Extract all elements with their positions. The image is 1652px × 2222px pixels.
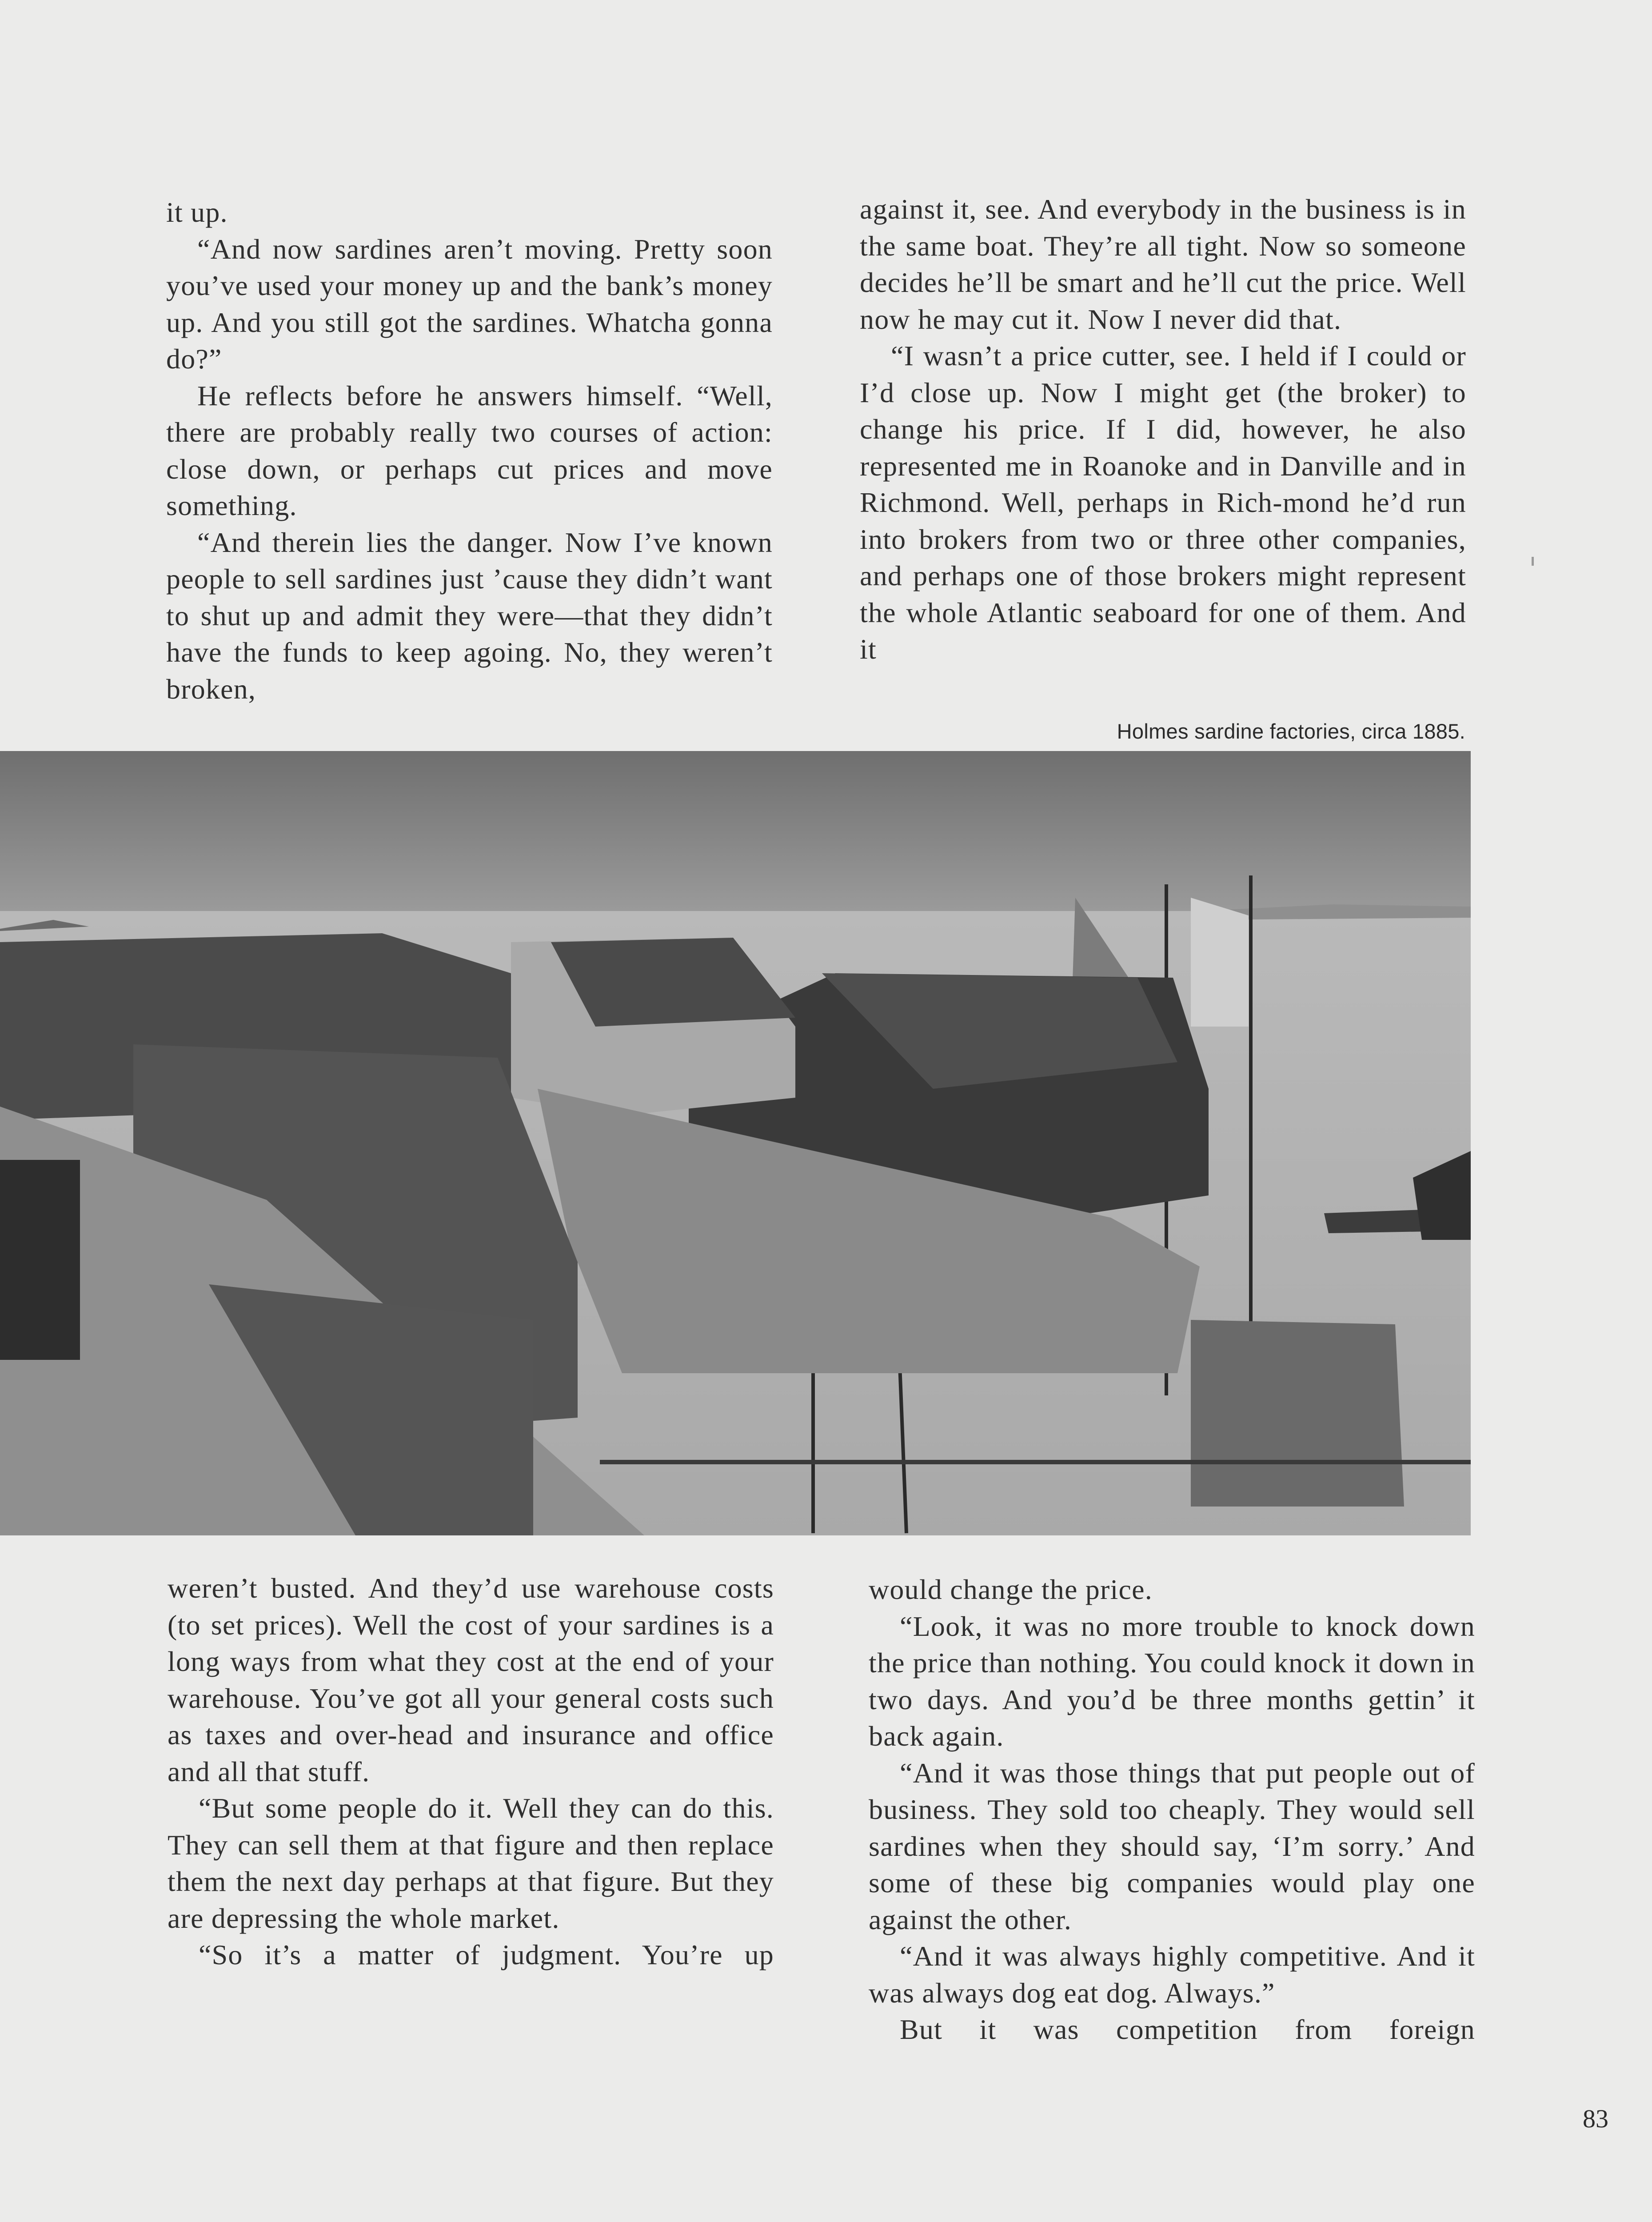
photo-sardine-factories xyxy=(0,751,1471,1535)
paragraph: weren’t busted. And they’d use warehouse costs (to set prices). Well the cost of your sardines is a long ways from what they cost at the end of your warehouse. You’ve got all your general costs such as taxes and over-head and insurance and office and all that stuff. xyxy=(168,1572,774,1787)
brick-chimney xyxy=(0,1160,80,1360)
sail-right xyxy=(1191,898,1249,1027)
paragraph: “But some people do it. Well they can do this. They can sell them at that figure and then replace them the next day perhaps at that figure. But they are depressing the whole market. xyxy=(168,1792,774,1934)
text-column-top-right xyxy=(860,191,1466,668)
paragraph: “I wasn’t a price cutter, see. I held if I could or I’d close up. Now I might get (the broker) to change his price. If I did, however, he also represented me in Roanoke and in Danville and in Richmond. Well, perhaps in Rich-mond he’d run into brokers from two or three other companies, and perhaps one of those brokers might represent the whole Atlantic seaboard for one of them. And it xyxy=(860,340,1466,665)
paragraph: “And it was those things that put people out of business. They sold too cheaply. They would sell sardines when they should say, ‘I’m sorry.’ And some of these big companies would play one against the other. xyxy=(869,1757,1475,1935)
harbor-photo-illustration xyxy=(0,751,1471,1535)
paragraph: would change the price. xyxy=(869,1574,1153,1605)
paragraph: against it, see. And everybody in the business is in the same boat. They’re all tight. Now so someone decides he’ll be smart and he’ll cut the price. Well now he may cut it. Now I never did that. xyxy=(860,193,1466,335)
paragraph: “And therein lies the danger. Now I’ve known people to sell sardines just ’cause they didn’t want to shut up and admit they were—that they didn’t have the funds to keep agoing. No, they weren’t broken, xyxy=(166,526,773,705)
text-column-top-left xyxy=(166,194,773,707)
paragraph: “And now sardines aren’t moving. Pretty soon you’ve used your money up and the bank’s money up. And you still got the sardines. Whatcha gonna do?” xyxy=(166,233,773,375)
shed xyxy=(1191,1320,1404,1507)
figure-caption: Holmes sardine factories, circa 1885. xyxy=(1117,719,1465,743)
paragraph: “So it’s a matter of judgment. You’re up xyxy=(199,1939,774,1970)
paragraph: “Look, it was no more trouble to knock down the price than nothing. You could knock it down in two days. And you’d be three months gettin’ it back again. xyxy=(869,1610,1475,1752)
text-column-bottom-right xyxy=(869,1571,1475,2048)
text-column-bottom-left xyxy=(168,1570,774,1974)
paragraph: He reflects before he answers himself. “Well, there are probably really two courses of action: close down, or perhaps cut prices and move something. xyxy=(166,380,773,521)
paragraph: it up. xyxy=(166,196,228,228)
paragraph: But it was competition from foreign xyxy=(900,2014,1475,2045)
print-speck xyxy=(1532,557,1534,566)
paragraph: “And it was always highly competitive. And it was always dog eat dog. Always.” xyxy=(869,1940,1475,2009)
page-number: 83 xyxy=(1583,2104,1608,2133)
